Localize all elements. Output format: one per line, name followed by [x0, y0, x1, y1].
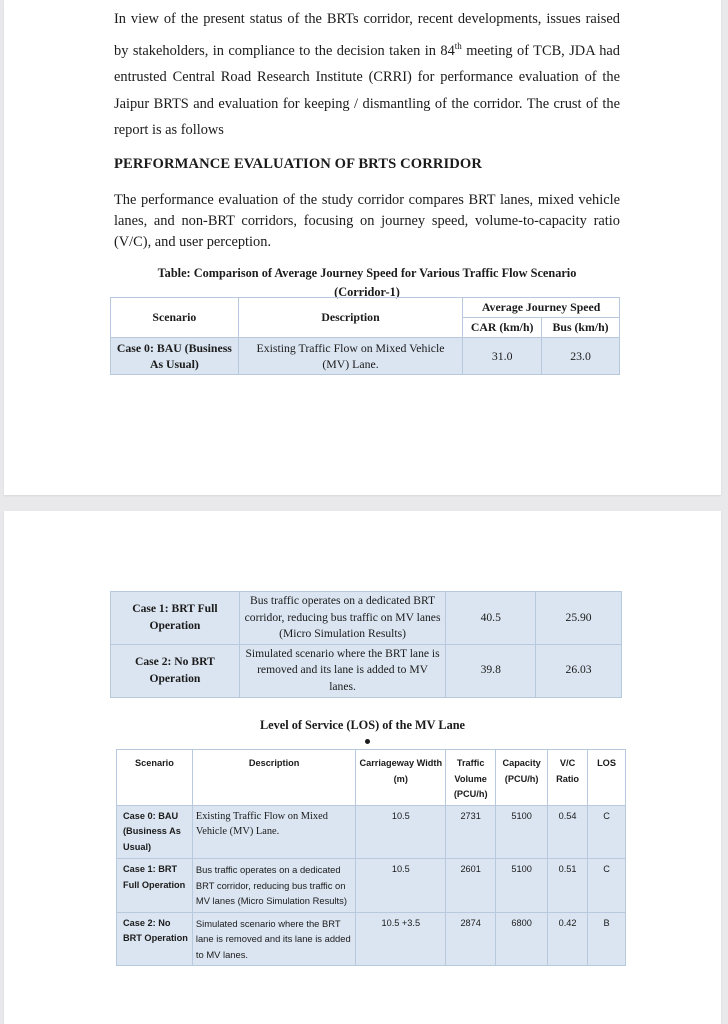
cell-bus-speed: 26.03 [536, 644, 622, 697]
cell-carriageway-width: 10.5 [356, 859, 446, 913]
cell-traffic-volume: 2731 [446, 805, 496, 859]
header-description: Description [192, 750, 355, 806]
evaluation-paragraph: The performance evaluation of the study corridor compares BRT lanes, mixed vehicle lanes, and non-BRT corridors, focusing on journey speed, volume-to-capacity ratio (V/C), and user perception. [114, 192, 620, 250]
cell-scenario: Case 2: No BRT Operation [111, 644, 240, 697]
intro-paragraph: In view of the present status of the BRTs corridor, recent developments, issues raised by stakeholders, in compliance to the decision taken in 84th meeting of TCB, JDA had entrusted Central Road Research Institute (CRRI) for performance evaluation of the Jaipur BRTS and evaluation for keeping / dismantling of the corridor. The crust of the report is as follows [114, 11, 620, 139]
cell-bus-speed: 23.0 [542, 338, 620, 375]
table1-caption: Table: Comparison of Average Journey Speed for Various Traffic Flow Scenario (Corridor-1) [157, 266, 577, 299]
header-scenario: Scenario [117, 750, 193, 806]
section-heading: PERFORMANCE EVALUATION OF BRTS CORRIDOR [114, 156, 482, 172]
cell-description: Existing Traffic Flow on Mixed Vehicle (MV) Lane. [192, 805, 355, 859]
bullet-dot [365, 739, 370, 744]
header-bus: Bus (km/h) [542, 318, 620, 338]
cell-capacity: 5100 [496, 805, 548, 859]
journey-speed-table-continued [110, 591, 622, 698]
header-description: Description [238, 298, 462, 338]
cell-los: C [588, 859, 626, 913]
table-row [117, 805, 626, 859]
table-header-row [117, 750, 626, 806]
cell-traffic-volume: 2601 [446, 859, 496, 913]
cell-scenario: Case 0: BAU (Business As Usual) [111, 338, 239, 375]
cell-los: B [588, 912, 626, 966]
cell-vc-ratio: 0.42 [548, 912, 588, 966]
cell-description: Existing Traffic Flow on Mixed Vehicle (MV) Lane. [238, 338, 462, 375]
document-page-1 [4, 0, 721, 495]
cell-car-speed: 40.5 [446, 592, 536, 645]
cell-capacity: 6800 [496, 912, 548, 966]
cell-scenario: Case 0: BAU (Business As Usual) [117, 805, 193, 859]
cell-description: Bus traffic operates on a dedicated BRT corridor, reducing bus traffic on MV lanes (Micro Simulation Results) [239, 592, 446, 645]
cell-bus-speed: 25.90 [536, 592, 622, 645]
table-header-row [111, 298, 620, 318]
header-carriageway-width: Carriageway Width (m) [356, 750, 446, 806]
header-los: LOS [588, 750, 626, 806]
cell-description: Simulated scenario where the BRT lane is removed and its lane is added to MV lanes. [192, 912, 355, 966]
cell-car-speed: 31.0 [463, 338, 542, 375]
cell-description: Simulated scenario where the BRT lane is removed and its lane is added to MV lanes. [239, 644, 446, 697]
cell-carriageway-width: 10.5 +3.5 [356, 912, 446, 966]
cell-traffic-volume: 2874 [446, 912, 496, 966]
los-table-title: Level of Service (LOS) of the MV Lane [259, 718, 466, 732]
document-page-2 [4, 511, 721, 1024]
cell-scenario: Case 2: No BRT Operation [117, 912, 193, 966]
table-row [111, 644, 622, 697]
cell-car-speed: 39.8 [446, 644, 536, 697]
cell-vc-ratio: 0.51 [548, 859, 588, 913]
header-traffic-volume: Traffic Volume (PCU/h) [446, 750, 496, 806]
cell-scenario: Case 1: BRT Full Operation [117, 859, 193, 913]
header-vc-ratio: V/C Ratio [548, 750, 588, 806]
header-capacity: Capacity (PCU/h) [496, 750, 548, 806]
los-table [116, 749, 626, 966]
cell-scenario: Case 1: BRT Full Operation [111, 592, 240, 645]
cell-capacity: 5100 [496, 859, 548, 913]
header-car: CAR (km/h) [463, 318, 542, 338]
cell-description: Bus traffic operates on a dedicated BRT corridor, reducing bus traffic on MV lanes (Micro Simulation Results) [192, 859, 355, 913]
header-average-journey-speed: Average Journey Speed [463, 298, 620, 318]
table-row [117, 912, 626, 966]
cell-carriageway-width: 10.5 [356, 805, 446, 859]
table-row [111, 338, 620, 375]
cell-vc-ratio: 0.54 [548, 805, 588, 859]
journey-speed-table [110, 297, 620, 375]
header-scenario: Scenario [111, 298, 239, 338]
cell-los: C [588, 805, 626, 859]
table-row [111, 592, 622, 645]
table-row [117, 859, 626, 913]
